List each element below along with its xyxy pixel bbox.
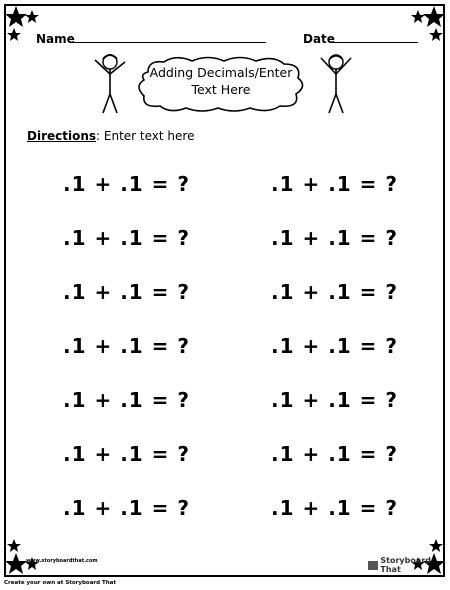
stick-figure-icon (316, 50, 356, 120)
math-problem: .1 + .1 = ? (271, 496, 398, 520)
directions-text: : Enter text here (96, 129, 195, 143)
star-cluster-icon (4, 537, 44, 577)
date-label: Date (303, 32, 335, 46)
math-problem: .1 + .1 = ? (63, 280, 190, 304)
directions-label: Directions (27, 129, 97, 143)
site-url: www.storyboardthat.com (26, 558, 98, 564)
math-problem: .1 + .1 = ? (271, 442, 398, 466)
math-problem: .1 + .1 = ? (63, 172, 190, 196)
math-problem: .1 + .1 = ? (63, 226, 190, 250)
storyboard-logo-icon (368, 561, 378, 570)
date-field[interactable] (331, 42, 418, 43)
math-problem: .1 + .1 = ? (63, 388, 190, 412)
name-field[interactable] (70, 42, 266, 43)
title-cloud (134, 56, 308, 112)
title-line-2: Text Here (191, 82, 251, 97)
name-label: Name (36, 32, 75, 46)
storyboard-logo (368, 556, 450, 574)
credit-text: Create your own at Storyboard That (4, 580, 116, 586)
math-problem: .1 + .1 = ? (271, 388, 398, 412)
math-problem: .1 + .1 = ? (63, 442, 190, 466)
math-problem: .1 + .1 = ? (271, 226, 398, 250)
logo-text: Storyboard That (380, 556, 431, 574)
stick-figure-icon (90, 50, 130, 120)
math-problem: .1 + .1 = ? (271, 280, 398, 304)
math-problem: .1 + .1 = ? (271, 334, 398, 358)
math-problem: .1 + .1 = ? (271, 172, 398, 196)
directions (27, 129, 194, 143)
title-line-1: Adding Decimals/Enter (149, 65, 293, 80)
star-cluster-icon (406, 4, 446, 44)
math-problem: .1 + .1 = ? (63, 496, 190, 520)
math-problem: .1 + .1 = ? (63, 334, 190, 358)
